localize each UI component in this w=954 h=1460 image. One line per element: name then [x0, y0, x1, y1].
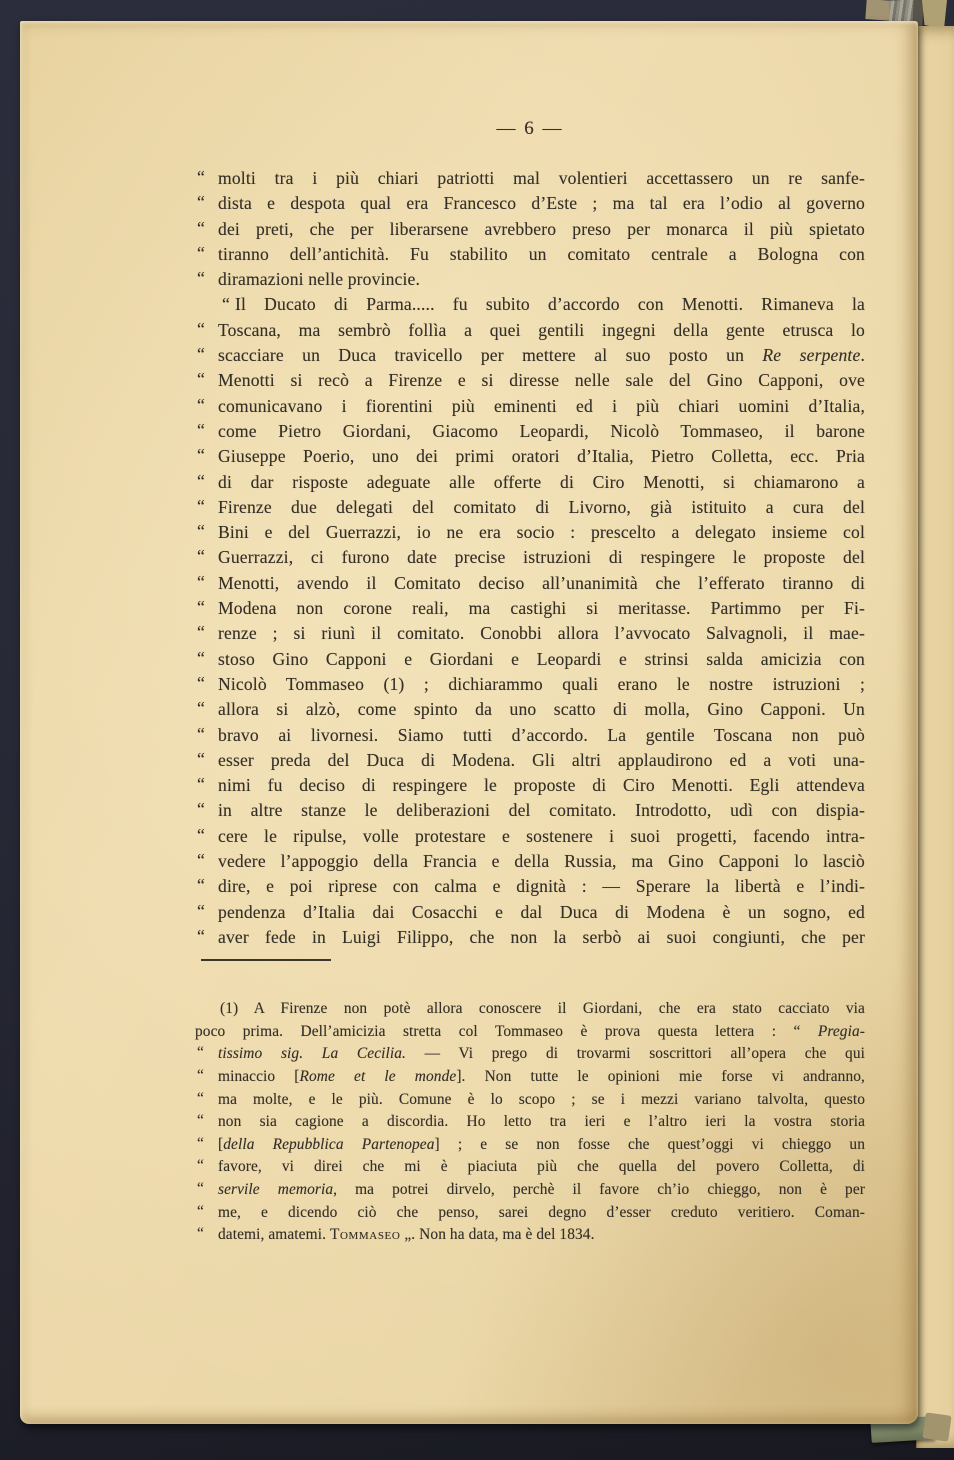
footnote-line: “ servile memoria, ma potrei dirvelo, perchè il favore ch’io chieggo, non è per — [195, 1179, 865, 1202]
text-line: “ come Pietro Giordani, Giacomo Leopardi, Nicolò Tommaseo, il barone — [195, 419, 865, 444]
quote-mark: “ — [197, 571, 205, 592]
text-line: “ bravo ai livornesi. Siamo tutti d’accordo. La gentile Toscana non può — [195, 723, 865, 748]
text-line: “ molti tra i più chiari patriotti mal volentieri accettassero un re sanfe- — [195, 166, 865, 191]
footnote-separator — [201, 959, 331, 961]
text-line: “ diramazioni nelle provincie. — [195, 267, 865, 292]
quote-mark: “ — [197, 394, 205, 415]
body-text — [195, 166, 865, 950]
italic-text: Pregia- — [817, 1022, 865, 1040]
text-line: “ Menotti si recò a Firenze e si diresse nelle sale del Gino Capponi, ove — [195, 368, 865, 393]
text-line: “ vedere l’appoggio della Francia e della Russia, ma Gino Capponi lo lasciò — [195, 849, 865, 874]
footnote-line: “ tissimo sig. La Cecilia. — Vi prego di trovarmi soscrittori all’opera che qui — [195, 1043, 865, 1066]
quote-mark: “ — [197, 242, 205, 263]
quote-mark: “ — [197, 470, 205, 491]
italic-text: Rome et le monde — [299, 1067, 457, 1085]
italic-text: Re serpente — [762, 345, 861, 366]
footnote-line: “ datemi, amatemi. Tommaseo „. Non ha data, ma è del 1834. — [195, 1224, 865, 1247]
quote-mark: “ — [197, 1134, 204, 1152]
quote-mark: “ — [197, 900, 205, 921]
quote-mark: “ — [197, 369, 205, 390]
quote-mark: “ — [197, 521, 205, 542]
text-line: “ Firenze due delegati del comitato di Livorno, già istituito a cura del — [195, 495, 865, 520]
footnote-line: “ [della Repubblica Partenopea] ; e se non fosse che quest’oggi vi chieggo un — [195, 1134, 865, 1157]
footnote-line: “ ma molte, e le più. Comune è lo scopo ; se i mezzi variano talvolta, questo — [195, 1089, 865, 1112]
quote-mark: “ — [222, 294, 230, 315]
text-line: “ Bini e del Guerrazzi, io ne era socio : prescelto a delegato insieme col — [195, 520, 865, 545]
text-line: “ dei preti, che per liberarsene avrebbero preso per monarca il più spietato — [195, 217, 865, 242]
text-line: “ Il Ducato di Parma..... fu subito d’accordo con Menotti. Rimaneva la — [222, 294, 865, 315]
binding-corner-shape — [922, 0, 947, 29]
text-line: “ pendenza d’Italia dai Cosacchi e dal Duca di Modena è un sogno, ed — [195, 900, 865, 925]
quote-mark: “ — [197, 723, 205, 744]
text-line: “ tiranno dell’antichità. Fu stabilito un comitato centrale a Bologna con — [195, 242, 865, 267]
quote-mark: “ — [197, 1044, 204, 1062]
text-line: “ stoso Gino Capponi e Giordani e Leopardi e strinsi salda amicizia con — [195, 647, 865, 672]
quote-mark: “ — [197, 698, 205, 719]
text-line: “ Toscana, ma sembrò follìa a quei gentili ingegni della gente etrusca lo — [195, 318, 865, 343]
quote-mark: “ — [197, 192, 205, 213]
text-line: “ cere le ripulse, volle protestare e sostenere i suoi progetti, facendo intra- — [195, 824, 865, 849]
quote-mark: “ — [197, 344, 205, 365]
footnote-line: “ non sia cagione a discordia. Ho letto tra ieri e l’altro ieri la vostra storia — [195, 1111, 865, 1134]
italic-text: tissimo sig. La Cecilia. — [218, 1045, 406, 1063]
quote-mark: “ — [197, 1157, 204, 1175]
quote-mark: “ — [197, 217, 205, 238]
quote-mark: “ — [197, 268, 205, 289]
book-cover-corner — [922, 1412, 951, 1441]
italic-text: della Repubblica Partenopea — [223, 1135, 435, 1153]
quote-mark: “ — [197, 419, 205, 440]
quote-mark: “ — [197, 672, 205, 693]
footnote-line: “ me, e dicendo ciò che penso, sarei degno d’esser creduto veritiero. Coman- — [195, 1202, 865, 1225]
quote-mark: “ — [197, 925, 205, 946]
quote-mark: “ — [197, 597, 205, 618]
quote-mark: “ — [197, 1112, 204, 1130]
footnote — [195, 998, 865, 1247]
quote-mark: “ — [197, 748, 205, 769]
text-line: “ dista e despota qual era Francesco d’Este ; ma tal era l’odio al governo — [195, 191, 865, 216]
page-number: — 6 — — [496, 118, 564, 139]
quote-mark: “ — [197, 495, 205, 516]
text-line: “ di dar risposte adeguate alle offerte di Ciro Menotti, si chiamarono a — [195, 470, 865, 495]
quote-mark: “ — [197, 546, 205, 567]
quote-mark: “ — [197, 167, 205, 187]
quote-mark: “ — [197, 1089, 204, 1107]
book-page — [20, 21, 918, 1424]
footnote-line: (1) A Firenze non potè allora conoscere il Giordani, che era stato cacciato via — [220, 1000, 865, 1018]
quote-mark: “ — [197, 850, 205, 871]
quote-mark: “ — [197, 647, 205, 668]
text-line: “ scacciare un Duca travicello per mettere al suo posto un Re serpente. — [195, 343, 865, 368]
text-line: “ in altre stanze le deliberazioni del comitato. Introdotto, udì con dispia- — [195, 798, 865, 823]
text-line: “ Guerrazzi, ci furono date precise istruzioni di respingere le proposte del — [195, 545, 865, 570]
quote-mark: “ — [197, 774, 205, 795]
quote-mark: “ — [197, 622, 205, 643]
text-column — [195, 118, 865, 1247]
text-line: “ Giuseppe Poerio, uno dei primi oratori d’Italia, Pietro Colletta, ecc. Pria — [195, 444, 865, 469]
quote-mark: “ — [197, 1066, 204, 1084]
italic-text: servile memoria — [218, 1180, 334, 1198]
text-line: “ dire, e poi riprese con calma e dignità : — Sperare la libertà e l’indi- — [195, 874, 865, 899]
quote-mark: “ — [197, 318, 205, 339]
quote-mark: “ — [197, 824, 205, 845]
footnote-line: “ favore, vi direi che mi è piaciuta più che quella del povero Colletta, di — [195, 1156, 865, 1179]
text-line: “ aver fede in Luigi Filippo, che non la serbò ai suoi congiunti, che per — [195, 925, 865, 950]
quote-mark: “ — [197, 799, 205, 820]
text-line: “ nimi fu deciso di respingere le proposte di Ciro Menotti. Egli attendeva — [195, 773, 865, 798]
text-line: “ renze ; si riunì il comitato. Conobbi allora l’avvocato Salvagnoli, il mae- — [195, 621, 865, 646]
text-line: “ Nicolò Tommaseo (1) ; dichiarammo quali erano le nostre istruzioni ; — [195, 672, 865, 697]
footnote-line: “ minaccio [Rome et le monde]. Non tutte le opinioni mie forse vi andranno, — [195, 1066, 865, 1089]
small-caps-name: Tommaseo — [329, 1226, 401, 1244]
text-line: “ allora si alzò, come spinto da uno scatto di molla, Gino Capponi. Un — [195, 697, 865, 722]
text-line: “ Menotti, avendo il Comitato deciso all’unanimità che l’efferato tiranno di — [195, 571, 865, 596]
quote-mark: “ — [197, 445, 205, 466]
footnote-line: poco prima. Dell’amicizia stretta col Tommaseo è prova questa lettera : “ Pregia- — [195, 1022, 865, 1040]
page-edge-strip — [916, 26, 954, 1448]
quote-mark: “ — [197, 1179, 204, 1197]
text-line: “ comunicavano i fiorentini più eminenti ed i più chiari uomini d’Italia, — [195, 394, 865, 419]
quote-mark: “ — [197, 1202, 204, 1220]
quote-mark: “ — [197, 875, 205, 896]
text-line: “ esser preda del Duca di Modena. Gli altri applaudirono ed a voti una- — [195, 748, 865, 773]
quote-mark: “ — [197, 1225, 204, 1243]
text-line: “ Modena non corone reali, ma castighi si meritasse. Partimmo per Fi- — [195, 596, 865, 621]
